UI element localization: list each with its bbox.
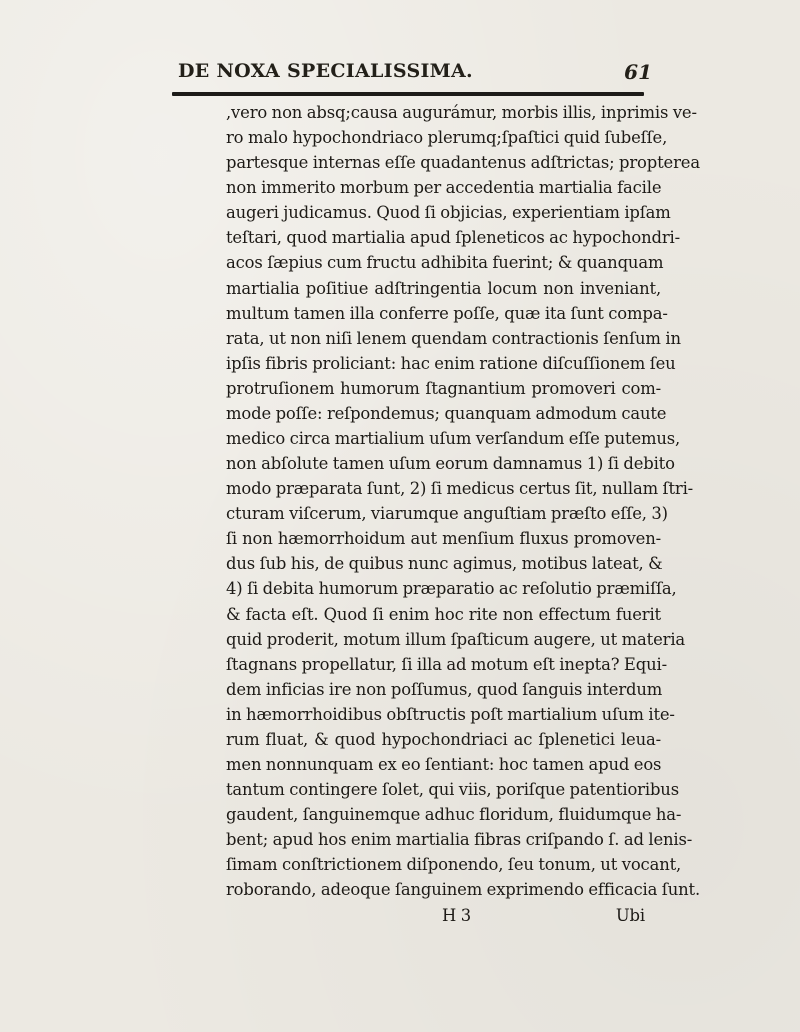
catchword: Ubi <box>615 905 645 925</box>
text-line: quid proderit, motum illum ſpaſticum augere, ut materia <box>226 629 686 649</box>
text-line: bent; apud hos enim martialia fibras criſpando ſ. ad lenis- <box>226 830 693 850</box>
running-head-title: DE NOXA SPECIALISSIMA. <box>178 60 473 82</box>
text-line: tantum contingere ſolet, qui viis, poriſque patentioribus <box>226 780 679 800</box>
text-line: 4) ſi debita humorum præparatio ac reſolutio præmiſſa, <box>226 579 677 599</box>
page-number: 61 <box>624 60 652 84</box>
text-line: ipſis fibris proliciant: hac enim ratione diſcuſſionem ſeu <box>226 353 676 373</box>
text-line: ,vero non absq;causa augurámur, morbis illis, inprimis ve- <box>226 103 697 122</box>
text-line: teſtari, quod martialia apud ſpleneticos ac hypochondri- <box>226 228 681 248</box>
text-line: protruſionem humorum ſtagnantium promoveri com- <box>226 378 661 398</box>
text-line: ſimam conſtrictionem diſponendo, ſeu tonum, ut vocant, <box>226 855 682 875</box>
text-line: roborando, adeoque ſanguinem exprimendo efficacia ſunt. <box>226 880 701 900</box>
text-line: men nonnunquam ex eo ſentiant: hoc tamen apud eos <box>226 755 662 775</box>
running-head <box>150 58 658 86</box>
catchword-line <box>226 903 661 928</box>
text-line: partesque internas eſſe quadantenus adſtrictas; propterea <box>226 153 700 173</box>
text-line: multum tamen illa conferre poſſe, quæ ita ſunt compa- <box>226 303 668 323</box>
text-line: modo præparata ſunt, 2) ſi medicus certus ſit, nullam ſtri- <box>226 479 694 499</box>
text-line: cturam viſcerum, viarumque anguſtiam præſto eſſe, 3) <box>226 504 668 524</box>
header-rule <box>172 92 644 96</box>
body-text <box>226 100 701 928</box>
text-line: non abſolute tamen uſum eorum damnamus 1) ſi debito <box>226 454 675 474</box>
text-line: medico circa martialium uſum verſandum eſſe putemus, <box>226 429 681 449</box>
text-line: in hæmorrhoidibus obſtructis poſt martialium uſum ite- <box>226 704 675 724</box>
text-line: & facta eſt. Quod ſi enim hoc rite non effectum fuerit <box>226 604 661 624</box>
text-line: ſtagnans propellatur, ſi illa ad motum eſt inepta? Equi- <box>226 654 667 674</box>
signature-mark: H 3 <box>442 905 471 925</box>
text-line: dus ſub his, de quibus nunc agimus, motibus lateat, & <box>226 554 663 574</box>
text-line: non immerito morbum per accedentia martialia facile <box>226 178 662 198</box>
text-line: rum fluat, & quod hypochondriaci ac ſplenetici leua- <box>226 729 661 749</box>
text-line: mode poſſe: reſpondemus; quanquam admodum caute <box>226 403 667 423</box>
text-line: rata, ut non niſi lenem quendam contractionis ſenſum in <box>226 328 681 348</box>
text-line: acos ſæpius cum fructu adhibita fuerint; & quanquam <box>226 253 664 273</box>
text-line: martialia poſitiue adſtringentia locum non inveniant, <box>226 278 661 298</box>
text-line: ſi non hæmorrhoidum aut menſium fluxus promoven- <box>226 529 661 549</box>
text-line: gaudent, ſanguinemque adhuc floridum, fluidumque ha- <box>226 805 682 825</box>
text-line: dem inficias ire non poſſumus, quod ſanguis interdum <box>226 679 663 699</box>
text-line: augeri judicamus. Quod ſi objicias, experientiam ipſam <box>226 203 671 223</box>
text-line: ro malo hypochondriaco plerumq;ſpaſtici quid ſubeſſe, <box>226 128 668 148</box>
